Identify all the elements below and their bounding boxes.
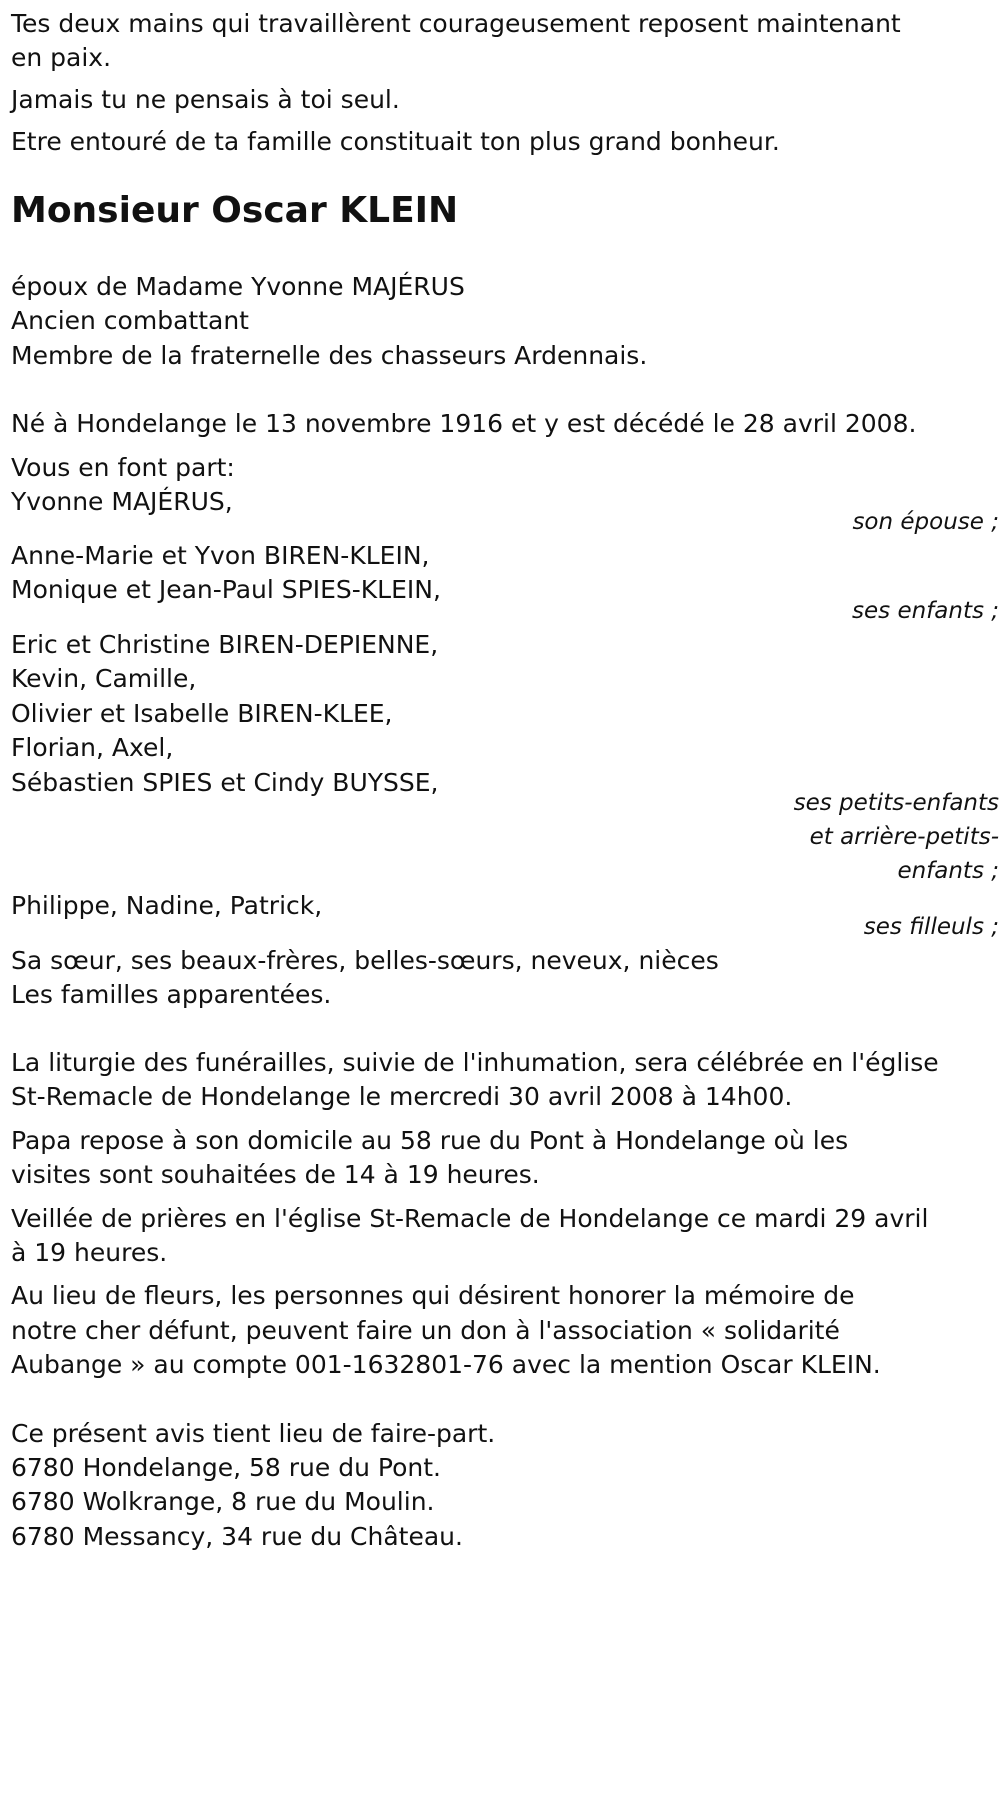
address-line: 6780 Wolkrange, 8 rue du Moulin. <box>11 1487 435 1516</box>
deceased-name-title: Monsieur Oscar KLEIN <box>11 190 459 231</box>
intro-line: Jamais tu ne pensais à toi seul. <box>11 85 400 114</box>
relation-text: enfants ; <box>897 858 999 884</box>
relation-label-spouse <box>739 502 999 542</box>
ceremony-line: La liturgie des funérailles, suivie de l'inhumation, sera célébrée en l'église <box>11 1048 939 1077</box>
others-line: Les familles apparentées. <box>11 980 332 1009</box>
relation-text: son épouse ; <box>852 509 999 535</box>
visitation-line: Papa repose à son domicile au 58 rue du Pont à Hondelange où les <box>11 1126 849 1155</box>
relation-text: et arrière-petits- <box>809 824 999 850</box>
family-name-line: Anne-Marie et Yvon BIREN-KLEIN, <box>11 541 430 570</box>
family-name-line: Eric et Christine BIREN-DEPIENNE, <box>11 630 439 659</box>
relation-text: ses enfants ; <box>852 598 999 624</box>
intro-line: en paix. <box>11 43 112 72</box>
vigil-line: à 19 heures. <box>11 1238 168 1267</box>
relation-label-godchildren <box>739 907 999 947</box>
bio-line: Ancien combattant <box>11 306 249 335</box>
family-name-line: Olivier et Isabelle BIREN-KLEE, <box>11 699 393 728</box>
family-name-line: Sébastien SPIES et Cindy BUYSSE, <box>11 768 439 797</box>
address-line: 6780 Messancy, 34 rue du Château. <box>11 1522 463 1551</box>
bio-line: Membre de la fraternelle des chasseurs Ardennais. <box>11 341 648 370</box>
donation-line: notre cher défunt, peuvent faire un don à l'association « solidarité <box>11 1316 840 1345</box>
birth-death-line: Né à Hondelange le 13 novembre 1916 et y est décédé le 28 avril 2008. <box>11 409 917 438</box>
intro-line: Etre entouré de ta famille constituait ton plus grand bonheur. <box>11 127 780 156</box>
donation-line: Au lieu de fleurs, les personnes qui désirent honorer la mémoire de <box>11 1281 855 1310</box>
family-name-line: Philippe, Nadine, Patrick, <box>11 891 323 920</box>
bio-line: époux de Madame Yvonne MAJÉRUS <box>11 272 465 301</box>
announce-line: Vous en font part: <box>11 453 235 482</box>
address-line: 6780 Hondelange, 58 rue du Pont. <box>11 1453 441 1482</box>
relation-label-children <box>739 591 999 631</box>
ceremony-line: St-Remacle de Hondelange le mercredi 30 avril 2008 à 14h00. <box>11 1082 793 1111</box>
relation-text: ses filleuls ; <box>863 914 999 940</box>
visitation-line: visites sont souhaitées de 14 à 19 heures. <box>11 1160 540 1189</box>
family-name-line: Florian, Axel, <box>11 733 174 762</box>
family-name-line: Yvonne MAJÉRUS, <box>11 487 233 516</box>
donation-line: Aubange » au compte 001-1632801-76 avec la mention Oscar KLEIN. <box>11 1350 881 1379</box>
family-name-line: Kevin, Camille, <box>11 664 197 693</box>
family-name-line: Monique et Jean-Paul SPIES-KLEIN, <box>11 575 441 604</box>
closing-line: Ce présent avis tient lieu de faire-part. <box>11 1419 496 1448</box>
relation-label-grandchildren <box>739 783 999 891</box>
others-line: Sa sœur, ses beaux-frères, belles-sœurs, neveux, nièces <box>11 946 719 975</box>
intro-line: Tes deux mains qui travaillèrent courageusement reposent maintenant <box>11 9 901 38</box>
relation-text: ses petits-enfants <box>793 790 999 816</box>
vigil-line: Veillée de prières en l'église St-Remacle de Hondelange ce mardi 29 avril <box>11 1204 929 1233</box>
